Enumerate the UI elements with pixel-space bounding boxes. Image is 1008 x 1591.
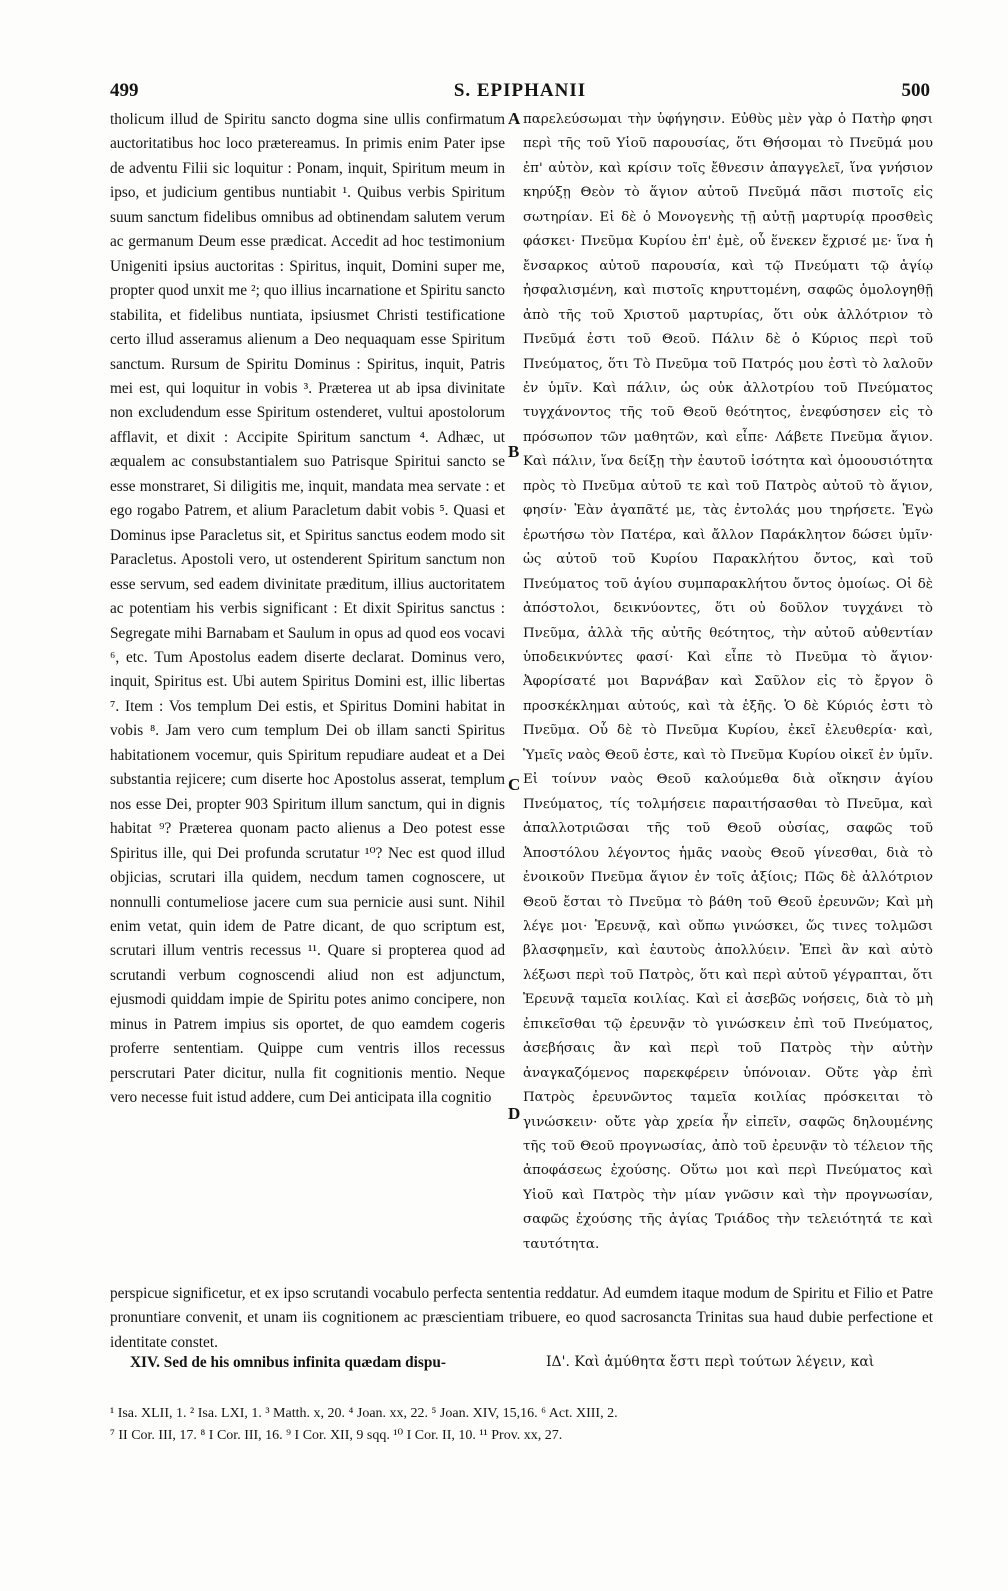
margin-letter-c: C [508, 775, 521, 794]
page-number-right: 500 [901, 80, 930, 101]
footnote-line-2: ⁷ II Cor. III, 17. ⁸ I Cor. III, 16. ⁹ I Cor. XII, 9 sqq. ¹⁰ I Cor. II, 10. ¹¹ Prov. xx, 27. [110, 1428, 563, 1443]
page-header [110, 80, 930, 106]
full-width-paragraph [110, 1282, 933, 1355]
page-number-left: 499 [110, 80, 139, 101]
latin-text: tholicum illud de Spiritu sancto dogma sine ullis confirmatum auctoritatibus hoc loco prætereamus. In primis enim Pater ipse de adventu Filii sic loquitur : Ponam, inquit, Spiritum meum in ipso, et judicium gentibus nuntiabit ¹. Quibus verbis Spiritum suum sanctum fidelibus omnibus ad obtinendam salutem verum ac germanum Deum esse prædicat. Accedit ad hoc testimonium Unigeniti ipsius auctoritas : Spiritus, inquit, Domini super me, propter quod unxit me ²; quo illius incarnatione et Spiritu sancto stabilita, et fidelibus nuntiata, ipsiusmet Christi testificatione certo illud asseramus alienum a Deo nequaquam esse Spiritum sanctum. Rursum de Spiritu Dominus : Spiritus, inquit, Patris mei est, qui loquitur in vobis ³. Præterea ut ab ipsa divinitate non excludendum esse Spiritum ostenderet, vultui apostolorum afflavit, et dixit : Accipite Spiritum sanctum ⁴. Adhæc, ut æqualem ac consubstantialem suo Patrisque Spiritui sancto se esse monstraret, Si diligitis me, inquit, mandata mea servate : et ego rogabo Patrem, et alium Paracletum dabit vobis ⁵. Quasi et Dominus ipse Paracletus sit, et Spiritus sanctus eodem modo sit Paracletus. Apostoli vero, ut ostenderent Spiritum sanctum non esse servum, sed eadem divinitate præditum, illius auctoritatem ac potentiam his verbis significant : Et dixit Spiritus sanctus : Segregate mihi Barnabam et Saulum in opus ad quod eos vocavi ⁶, etc. Tum Apostolus eadem diserte declarat. Dominus vero, inquit, Spiritus est. Ubi autem Spiritus Domini est, illic libertas ⁷. Item : Vos templum Dei estis, et Spiritus Domini habitat in vobis ⁸. Jam vero cum templum Dei ob illam sancti Spiritus habitationem vocemur, quis Spiritum repudiare audeat et a Dei substantia rejicere; cum diserte hoc Apostolus asserat, templum nos esse Dei, propter 903 Spiritum illum sanctum, qui in dignis habitat ⁹? Præterea quonam pacto alienus a Deo potest esse Spiritus ille, qui Dei profunda scrutatur ¹⁰? Nec est quod illud objicias, scrutari illa quidem, necdum tamen cognoscere, ut nonnulli contumeliose jacere cum sua pernicie ausi sunt. Nihil enim vetat, quin idem de Patre dicant, de quo scriptum est, scrutari illum ventris recessus ¹¹. Quare si propterea quod ad scrutandi verbum cognoscendi aliud non est adjunctum, ejusmodi quiddam impie de Spiritu potes animo concipere, non minus in Patrem impius sis oportet, de quo eamdem cogeris proferre sententiam. Quippe cum ventris illos recessus perscrutari Pater dicitur, nulla fit cognitionis mentio. Neque vero necesse fuit istud addere, cum Dei anticipata illa cognitio [110, 111, 505, 1107]
section-heading-greek: ΙΔ'. Καὶ ἀμύθητα ἔστι περὶ τούτων λέγειν, καὶ [546, 1354, 875, 1370]
margin-letter-b: B [508, 442, 520, 461]
latin-column [110, 108, 505, 1280]
section-heading-latin: XIV. Sed de his omnibus infinita quædam dispu- [130, 1354, 446, 1371]
margin-letter-d: D [508, 1104, 521, 1123]
margin-letter-a: A [508, 109, 521, 128]
running-title: S. EPIPHANII [453, 80, 587, 101]
greek-text: παρελεύσωμαι τὴν ὑφήγησιν. Εὐθὺς μὲν γὰρ ὁ Πατὴρ φησι περὶ τῆς τοῦ Υἱοῦ παρουσίας, ὅτι Θήσομαι τὸ Πνεῦμά μου ἐπ' αὐτὸν, καὶ κρίσιν τοῖς ἔθνεσιν ἀπαγγελεῖ, ἵνα γνήσιον κηρύξῃ Θεὸν τὸ ἅγιον αὐτοῦ Πνεῦμά πᾶσι πιστοῖς εἰς σωτηρίαν. Εἰ δὲ ὁ Μονογενὴς τῇ αὐτῇ μαρτυρίᾳ προσθεὶς φάσκει· Πνεῦμα Κυρίου ἐπ' ἐμὲ, οὗ ἕνεκεν ἔχρισέ με· ἵνα ἡ ἔνσαρκος αὐτοῦ παρουσία, καὶ τῷ Πνεύματι τῷ ἁγίῳ ἠσφαλισμένη, καὶ πιστοῖς κηρυττομένη, σαφῶς ὁμολογηθῇ ἀπὸ τῆς τοῦ Χριστοῦ μαρτυρίας, ὅτι οὐκ ἀλλότριον τὸ Πνεῦμά ἐστι τοῦ Θεοῦ. Πάλιν δὲ ὁ Κύριος περὶ τοῦ Πνεύματος, ὅτι Τὸ Πνεῦμα τοῦ Πατρός μου ἐστὶ τὸ λαλοῦν ἐν ὑμῖν. Καὶ πάλιν, ὡς οὐκ ἀλλοτρίου τοῦ Πνεύματος τυγχάνοντος τῆς τοῦ Θεοῦ θεότητος, ἐνεφύσησεν εἰς τὸ πρόσωπον τῶν μαθητῶν, καὶ εἶπε· Λάβετε Πνεῦμα ἅγιον. Καὶ πάλιν, ἵνα δείξῃ τὴν ἑαυτοῦ ἰσότητα καὶ ὁμοουσιότητα πρὸς τὸ Πνεῦμα αὐτοῦ τε καὶ τοῦ Πατρὸς αὐτοῦ τὸ ἅγιον, φησίν· Ἐὰν ἀγαπᾶτέ με, τὰς ἐντολάς μου τηρήσετε. Ἐγὼ ἐρωτήσω τὸν Πατέρα, καὶ ἄλλον Παράκλητον δώσει ὑμῖν· ὡς αὐτοῦ τοῦ Κυρίου Παρακλήτου ὄντος, καὶ τοῦ Πνεύματος τοῦ ἁγίου συμπαρακλήτου ὄντος ὁμοίως. Οἱ δὲ ἀπόστολοι, δεικνύοντες, ὅτι οὐ δοῦλον τυγχάνει τὸ Πνεῦμα, ἀλλὰ τῆς αὐτῆς θεότητος, τὴν αὐτοῦ αὐθεντίαν ὑποδεικνύντες φασί· Καὶ εἶπε τὸ Πνεῦμα τὸ ἅγιον· Ἀφορίσατέ μοι Βαρνάβαν καὶ Σαῦλον εἰς τὸ ἔργον ὃ προσκέκλημαι αὐτούς, καὶ τὰ ἑξῆς. Ὁ δὲ Κύριός ἐστι τὸ Πνεῦμα. Οὗ δὲ τὸ Πνεῦμα Κυρίου, ἐκεῖ ἐλευθερία· καὶ, Ὑμεῖς ναὸς Θεοῦ ἐστε, καὶ τὸ Πνεῦμα Κυρίου οἰκεῖ ἐν ὑμῖν. Εἰ τοίνυν ναὸς Θεοῦ καλούμεθα διὰ οἴκησιν ἁγίου Πνεύματος, τίς τολμήσειε παραιτήσασθαι τὸ Πνεῦμα, καὶ ἀπαλλοτριῶσαι τῆς τοῦ Θεοῦ οὐσίας, σαφῶς τοῦ Ἀποστόλου λέγοντος ἡμᾶς ναοὺς Θεοῦ γίνεσθαι, διὰ τὸ ἐνοικοῦν Πνεῦμα ἅγιον ἐν τοῖς ἀξίοις; Πῶς δὲ ἀλλότριον Θεοῦ ἔσται τὸ Πνεῦμα τὸ βάθη τοῦ Θεοῦ ἐρευνῶν; Καὶ μὴ λέγε μοι· Ἐρευνᾷ, καὶ οὔπω γινώσκει, ὥς τινες τολμῶσι βλασφημεῖν, καὶ ἑαυτοὺς ἀπολλύειν. Ἐπεὶ ἂν καὶ αὐτὸ λέξωσι περὶ τοῦ Πατρὸς, ὅτι καὶ περὶ αὐτοῦ γέγραπται, ὅτι Ἐρευνᾷ ταμεῖα κοιλίας. Καὶ εἰ ἀσεβῶς νοήσεις, διὰ τὸ μὴ ἐπικεῖσθαι τῷ ἐρευνᾷν τὸ γινώσκειν ἐπὶ τοῦ Πνεύματος, ἀσεβήσαις ἂν καὶ περὶ τοῦ Πατρὸς τὴν αὐτὴν ἀναγκαζόμενος παρεκφέρειν ὑπόνοιαν. Οὔτε γὰρ ἐπὶ Πατρὸς ἐρευνῶντος ταμεῖα κοιλίας πρόσκειται τὸ γινώσκειν· οὔτε γὰρ χρεία ἦν εἰπεῖν, σαφῶς δηλουμένης τῆς τοῦ Θεοῦ προγνωσίας, ἀπὸ τοῦ ἐρευνᾷν τὸ τέλειον τῆς ἀποφάσεως ἐχούσης. Οὕτω μοι καὶ περὶ Πνεύματος καὶ Υἱοῦ καὶ Πατρὸς τὴν μίαν γνῶσιν καὶ τὴν προγνωσίαν, σαφῶς ἐχούσης τῆς ἁγίας Τριάδος τὴν τελειότητά τε καὶ ταυτότητα. [523, 112, 933, 1252]
footnotes [110, 1403, 940, 1447]
greek-column [523, 108, 933, 1280]
full-width-text: perspicue significetur, et ex ipso scrutandi vocabulo perfecta sententia reddatur. Ad eumdem itaque modum de Spiritu et Filio et Patre pronuntiare convenit, et unam iis cognitionem ac præscientiam tribuere, eo quod sacrosancta Trinitas sua haud dubie perfectione et identitate constet. [110, 1285, 933, 1351]
footnote-line-1: ¹ Isa. XLII, 1. ² Isa. LXI, 1. ³ Matth. x, 20. ⁴ Joan. xx, 22. ⁵ Joan. XIV, 15,16. ⁶ Act. XIII, 2. [110, 1406, 618, 1421]
